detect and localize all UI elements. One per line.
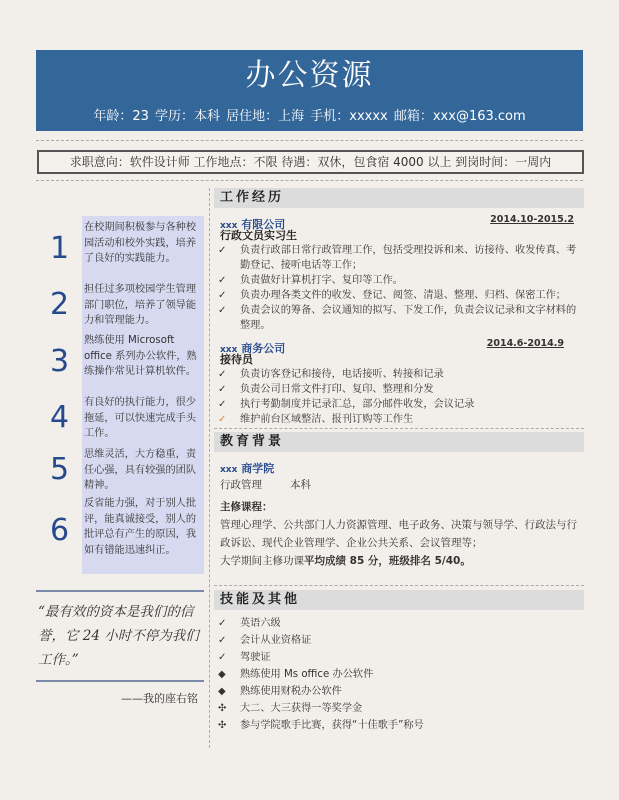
strength-text: 反省能力强，对于别人批评，能真诚接受，别人的批评总有产生的原因，我如有错能迅速纠正。 — [84, 498, 197, 556]
skills-section — [214, 590, 584, 734]
list-item: ✣ 大二、大三获得一等奖学金 — [214, 700, 584, 717]
divider — [214, 585, 584, 586]
strength-number: 1 — [50, 231, 70, 266]
job-intent: 求职意向：软件设计师 工作地点：不限 待遇：双休，包食宿 4000 以上 到岗时间：一周内 — [37, 150, 584, 174]
list-item: ◆ 熟练使用财税办公软件 — [214, 683, 584, 700]
check-icon: ✓ — [218, 399, 227, 410]
list-item: ✓ 负责行政部日常行政管理工作，包括受理投诉和来、访接待、收发传真、考勤登记、接听电话等工作； — [218, 245, 577, 271]
list-item: ◆ 熟练使用 Ms office 办公软件 — [214, 666, 584, 683]
grade-text: 大学期间主修功课平均成绩 85 分，班级排名 5/40。 — [220, 555, 471, 567]
check-icon: ✓ — [218, 618, 227, 629]
check-icon: ✓ — [218, 414, 227, 425]
divider — [36, 180, 583, 181]
list-item: ✓ 执行考勤制度并记录汇总，部分邮件收发，会议记录 — [218, 399, 475, 410]
job-duties — [214, 367, 584, 427]
list-item: ✓ 负责访客登记和接待，电话接听、转接和记录 — [218, 369, 444, 380]
courses-text: 管理心理学、公共部门人力资源管理、电子政务、决策与领导学、行政法与行政诉讼、现代企业管理学、企业公共关系、会议管理等； — [220, 519, 577, 549]
diamond-icon: ◆ — [218, 669, 226, 680]
check-icon: ✓ — [218, 275, 227, 286]
strength-number: 5 — [50, 452, 70, 487]
strength-text: 担任过多项校园学生管理部门职位，培养了领导能力和管理能力。 — [84, 284, 197, 326]
work-section — [214, 188, 584, 427]
personal-info: 年龄：23 学历：本科 居住地：上海 手机：xxxxx 邮箱：xxx@163.com — [93, 109, 526, 124]
list-item: ✓ 会计从业资格证 — [214, 632, 584, 649]
column-divider — [209, 188, 210, 748]
list-item: ✓ 英语六级 — [214, 615, 584, 632]
divider — [36, 680, 204, 682]
strength-number: 2 — [50, 287, 70, 322]
section-title-work: 工作经历 — [214, 188, 584, 208]
job-header — [214, 337, 584, 355]
strength-text: 思维灵活，大方稳重，责任心强，具有较强的团队精神。 — [84, 449, 197, 491]
school-name: xxx 商学院 — [220, 462, 275, 475]
section-title-education: 教育背景 — [214, 432, 584, 452]
strength-number: 4 — [50, 400, 70, 435]
candidate-name: 办公资源 — [245, 58, 374, 93]
job-date: 2014.10-2015.2 — [490, 214, 574, 225]
skills-list — [214, 615, 584, 734]
four-point-star-icon: ✣ — [218, 720, 227, 731]
company-name: xxx 有限公司 — [220, 218, 286, 231]
section-title-skills: 技能及其他 — [214, 590, 584, 610]
list-item: ✓ 负责公司日常文件打印、复印、整理和分发 — [218, 384, 434, 395]
courses-label: 主修课程： — [220, 501, 273, 513]
list-item: ✓ 负责做好计算机打字、复印等工作。 — [218, 275, 403, 286]
divider — [214, 428, 584, 429]
list-item: ✣ 参与学院歌手比赛，获得“十佳歌手”称号 — [214, 717, 584, 734]
check-icon: ✓ — [218, 245, 227, 256]
check-icon: ✓ — [218, 635, 227, 646]
job-duties — [214, 243, 584, 333]
check-icon: ✓ — [218, 290, 227, 301]
list-item: ✓ 维护前台区域整洁、报刊订购等工作生 — [218, 414, 414, 425]
check-icon: ✓ — [218, 305, 227, 316]
motto-quote: “最有效的资本是我们的信誉，它 24 小时不停为我们工作。” — [38, 604, 199, 668]
list-item: ✓ 驾驶证 — [214, 649, 584, 666]
job-header — [214, 213, 584, 231]
check-icon: ✓ — [218, 369, 227, 380]
strength-text: 在校期间积极参与各种校园活动和校外实践，培养了良好的实践能力。 — [84, 222, 197, 264]
motto-signature: ——我的座右铭 — [121, 692, 198, 705]
divider — [36, 140, 583, 141]
education-section — [214, 432, 584, 570]
major-row: 行政管理 本科 — [220, 479, 311, 491]
list-item: ✓ 负责会议的筹备、会议通知的拟写、下发工作，负责会议记录和文字材料的整理。 — [218, 305, 577, 331]
job-role: 行政文员实习生 — [220, 229, 297, 242]
strength-text: 有良好的执行能力，很少拖延，可以快速完成手头工作。 — [84, 397, 197, 439]
strength-text: 熟练使用 Microsoft office 系列办公软件，熟练操作常见计算机软件。 — [84, 335, 197, 377]
motto-block — [36, 590, 204, 706]
four-point-star-icon: ✣ — [218, 703, 227, 714]
check-icon: ✓ — [218, 384, 227, 395]
check-icon: ✓ — [218, 652, 227, 663]
diamond-icon: ◆ — [218, 686, 226, 697]
job-role: 接待员 — [220, 353, 253, 366]
company-name: xxx 商务公司 — [220, 342, 286, 355]
resume-header — [36, 50, 583, 131]
strength-number: 3 — [50, 344, 70, 379]
list-item: ✓ 负责办理各类文件的收发、登记、阅签、清退、整理、归档、保密工作； — [218, 290, 566, 301]
job-date: 2014.6-2014.9 — [486, 338, 564, 349]
strength-number: 6 — [50, 513, 70, 548]
